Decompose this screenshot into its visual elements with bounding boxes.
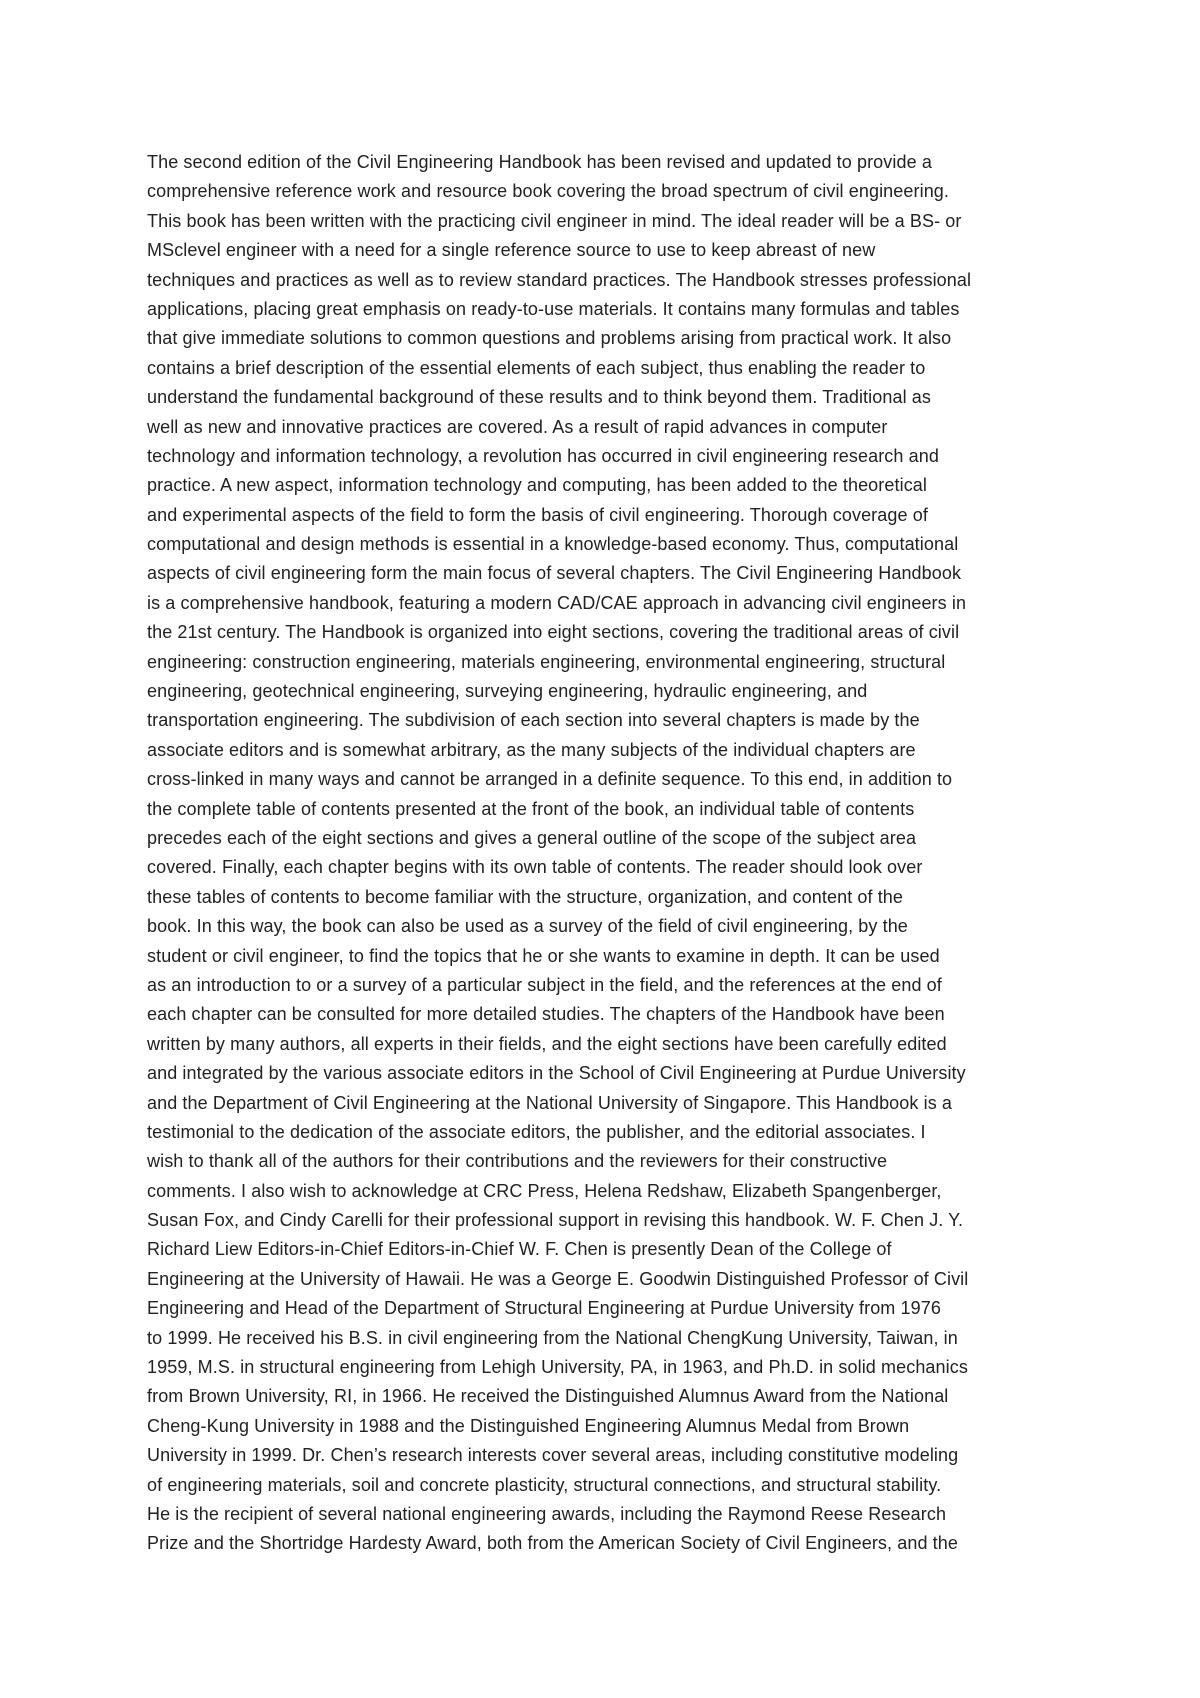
text-line: Cheng-Kung University in 1988 and the Distinguished Engineering Alumnus Medal from Brown bbox=[147, 1415, 910, 1436]
text-line: computational and design methods is essential in a knowledge-based economy. Thus, computational bbox=[147, 534, 959, 555]
text-line: from Brown University, RI, in 1966. He received the Distinguished Alumnus Award from the National bbox=[147, 1386, 949, 1407]
text-line: student or civil engineer, to find the topics that he or she wants to examine in depth. It can be used bbox=[147, 945, 940, 966]
text-line: Engineering and Head of the Department of Structural Engineering at Purdue University from 1976 bbox=[147, 1298, 941, 1319]
text-line: Engineering at the University of Hawaii. He was a George E. Goodwin Distinguished Professor of Civil bbox=[147, 1268, 969, 1289]
text-line: techniques and practices as well as to review standard practices. The Handbook stresses professional bbox=[147, 269, 972, 290]
text-line: Prize and the Shortridge Hardesty Award, both from the American Society of Civil Engineers, and the bbox=[147, 1533, 958, 1554]
text-line: the complete table of contents presented at the front of the book, an individual table of contents bbox=[147, 798, 915, 819]
text-line: and the Department of Civil Engineering at the National University of Singapore. This Handbook is a bbox=[147, 1092, 953, 1113]
text-line: Richard Liew Editors-in-Chief Editors-in-Chief W. F. Chen is presently Dean of the College of bbox=[147, 1239, 892, 1260]
text-line: associate editors and is somewhat arbitrary, as the many subjects of the individual chapters are bbox=[147, 739, 916, 760]
text-line: engineering, geotechnical engineering, surveying engineering, hydraulic engineering, and bbox=[147, 681, 868, 702]
text-line: testimonial to the dedication of the associate editors, the publisher, and the editorial associates. I bbox=[147, 1121, 926, 1142]
text-line: aspects of civil engineering form the main focus of several chapters. The Civil Engineering Handbook bbox=[147, 563, 962, 584]
text-line: to 1999. He received his B.S. in civil engineering from the National ChengKung University, Taiwan, in bbox=[147, 1327, 958, 1348]
text-line: He is the recipient of several national engineering awards, including the Raymond Reese Research bbox=[147, 1503, 947, 1524]
text-line: covered. Finally, each chapter begins with its own table of contents. The reader should look over bbox=[147, 857, 923, 878]
text-line: MSclevel engineer with a need for a single reference source to use to keep abreast of new bbox=[147, 240, 876, 261]
text-line: as an introduction to or a survey of a particular subject in the field, and the references at the end of bbox=[147, 974, 942, 995]
text-line: understand the fundamental background of these results and to think beyond them. Traditional as bbox=[147, 387, 932, 408]
body-text bbox=[147, 148, 1067, 1559]
text-line: book. In this way, the book can also be used as a survey of the field of civil engineering, by the bbox=[147, 916, 908, 937]
text-line: contains a brief description of the essential elements of each subject, thus enabling the reader to bbox=[147, 357, 926, 378]
text-line: comments. I also wish to acknowledge at CRC Press, Helena Redshaw, Elizabeth Spangenberger, bbox=[147, 1180, 942, 1201]
text-line: precedes each of the eight sections and gives a general outline of the scope of the subject area bbox=[147, 827, 917, 848]
text-line: is a comprehensive handbook, featuring a modern CAD/CAE approach in advancing civil engineers in bbox=[147, 592, 967, 613]
text-line: wish to thank all of the authors for their contributions and the reviewers for their constructive bbox=[147, 1151, 888, 1172]
text-line: technology and information technology, a revolution has occurred in civil engineering research and bbox=[147, 445, 939, 466]
text-line: engineering: construction engineering, materials engineering, environmental engineering, structural bbox=[147, 651, 946, 672]
text-line: each chapter can be consulted for more detailed studies. The chapters of the Handbook have been bbox=[147, 1004, 945, 1025]
text-line: the 21st century. The Handbook is organized into eight sections, covering the traditional areas of civil bbox=[147, 622, 960, 643]
text-line: comprehensive reference work and resource book covering the broad spectrum of civil engineering. bbox=[147, 181, 950, 202]
text-line: This book has been written with the practicing civil engineer in mind. The ideal reader will be a BS- or bbox=[147, 210, 962, 231]
text-line: Susan Fox, and Cindy Carelli for their professional support in revising this handbook. W. F. Chen J. Y. bbox=[147, 1210, 964, 1231]
text-line: transportation engineering. The subdivision of each section into several chapters is made by the bbox=[147, 710, 920, 731]
text-line: applications, placing great emphasis on ready-to-use materials. It contains many formulas and tables bbox=[147, 298, 960, 319]
text-line: of engineering materials, soil and concrete plasticity, structural connections, and structural stability. bbox=[147, 1474, 942, 1495]
text-line: cross-linked in many ways and cannot be arranged in a definite sequence. To this end, in addition to bbox=[147, 769, 953, 790]
text-line: practice. A new aspect, information technology and computing, has been added to the theoretical bbox=[147, 475, 928, 496]
text-line: University in 1999. Dr. Chen’s research interests cover several areas, including constitutive modeling bbox=[147, 1445, 959, 1466]
text-line: The second edition of the Civil Engineering Handbook has been revised and updated to provide a bbox=[147, 152, 932, 172]
text-line: 1959, M.S. in structural engineering from Lehigh University, PA, in 1963, and Ph.D. in solid mechanics bbox=[147, 1357, 968, 1378]
text-line: these tables of contents to become familiar with the structure, organization, and content of the bbox=[147, 886, 904, 907]
text-line: well as new and innovative practices are covered. As a result of rapid advances in computer bbox=[147, 416, 888, 437]
text-line: written by many authors, all experts in their fields, and the eight sections have been carefully edited bbox=[147, 1033, 947, 1054]
text-line: and experimental aspects of the field to form the basis of civil engineering. Thorough coverage of bbox=[147, 504, 928, 525]
text-line: and integrated by the various associate editors in the School of Civil Engineering at Purdue University bbox=[147, 1063, 966, 1084]
text-line: that give immediate solutions to common questions and problems arising from practical work. It also bbox=[147, 328, 952, 349]
